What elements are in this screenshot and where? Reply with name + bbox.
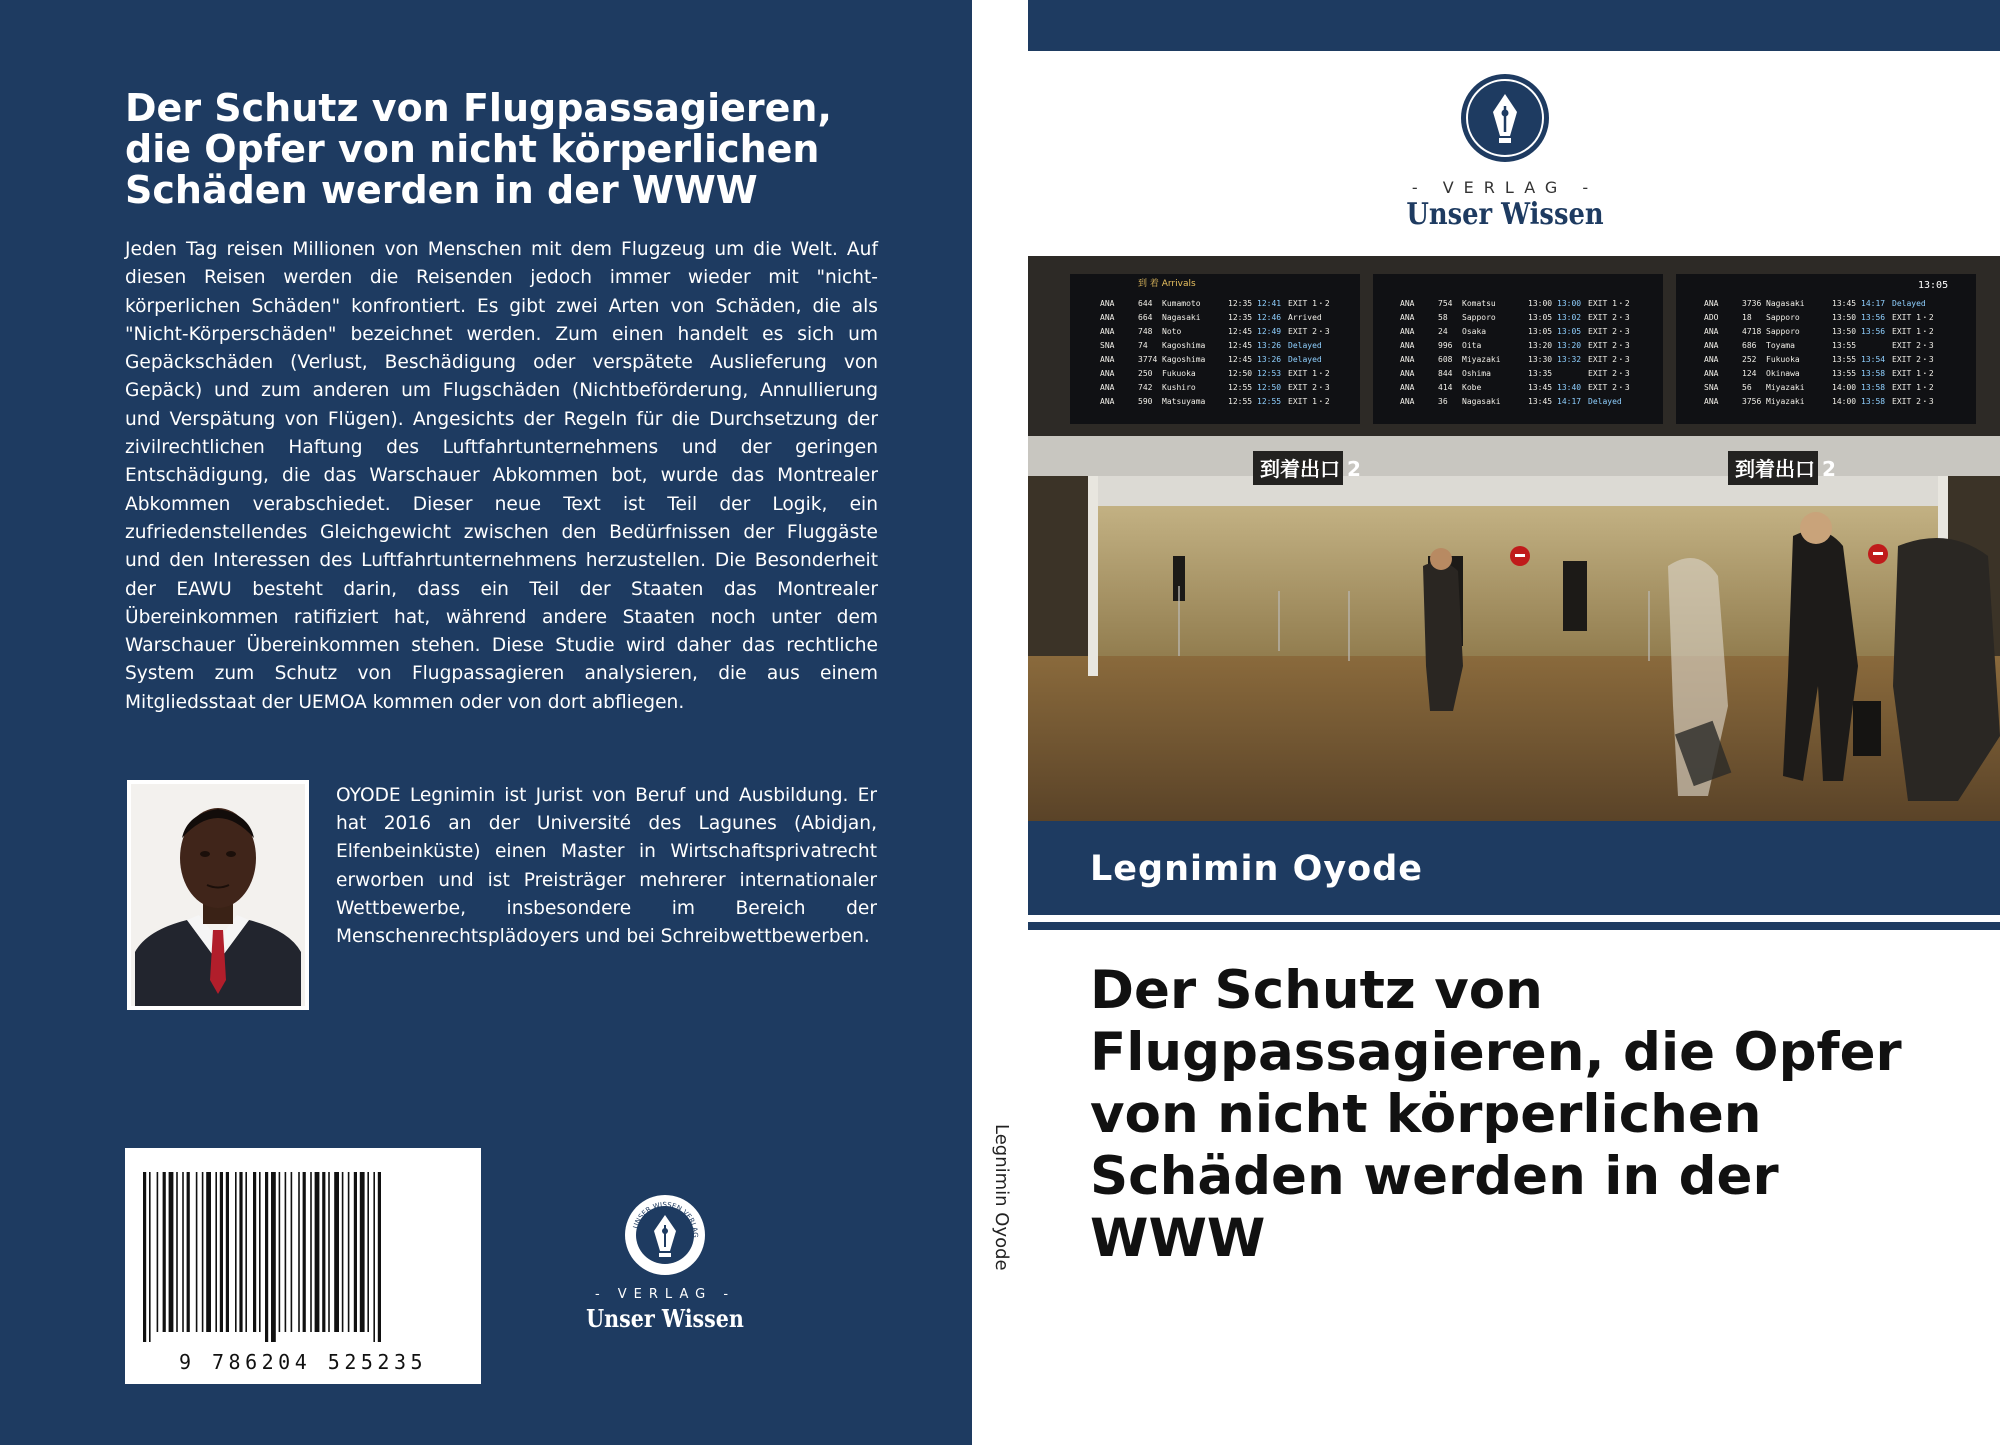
- barcode-bar: [322, 1172, 325, 1332]
- flight-board-cell: 13:26: [1257, 341, 1282, 350]
- flight-board-cell: ANA: [1400, 299, 1415, 308]
- flight-board-cell: Nagasaki: [1462, 397, 1501, 406]
- flight-board-cell: 3756: [1742, 397, 1762, 406]
- barcode-bar: [303, 1172, 306, 1332]
- flight-board-cell: ANA: [1704, 355, 1719, 364]
- flight-board-cell: 14:00: [1832, 383, 1857, 392]
- barcode-bar: [285, 1172, 287, 1332]
- flight-board-cell: 13:32: [1557, 355, 1582, 364]
- barcode-bar: [342, 1172, 344, 1332]
- flight-board-cell: 3774: [1138, 355, 1158, 364]
- flight-board-cell: EXIT 2・3: [1588, 341, 1630, 350]
- author-band: [1028, 821, 2000, 915]
- flight-board-cell: Miyazaki: [1462, 355, 1501, 364]
- flight-board-cell: Arrived: [1288, 313, 1322, 322]
- gate-sign-right: 到着出口 2: [1735, 457, 1836, 481]
- flight-board-cell: Delayed: [1288, 341, 1322, 350]
- flight-board-cell: 13:54: [1861, 355, 1886, 364]
- flight-board-cell: Nagasaki: [1766, 299, 1805, 308]
- barcode-bar: [220, 1172, 223, 1332]
- flight-board-cell: 12:53: [1257, 369, 1282, 378]
- barcode-bar: [157, 1172, 159, 1332]
- arrivals-board-title: 到 着 Arrivals: [1138, 279, 1196, 289]
- barcode-bar: [215, 1172, 217, 1332]
- flight-board-cell: 13:02: [1557, 313, 1582, 322]
- airport-photo: [1028, 256, 2000, 821]
- barcode-bar: [367, 1172, 369, 1332]
- flight-board-cell: 13:55: [1832, 369, 1857, 378]
- flight-board-cell: Oshima: [1462, 369, 1491, 378]
- flight-board-cell: EXIT 1・2: [1288, 397, 1330, 406]
- flight-board-cell: 13:56: [1861, 313, 1886, 322]
- flight-board-cell: 12:45: [1228, 355, 1253, 364]
- flight-board-cell: 590: [1138, 397, 1153, 406]
- flight-board-cell: 12:55: [1228, 383, 1253, 392]
- barcode-bar: [265, 1172, 268, 1342]
- flight-board-cell: 18: [1742, 313, 1752, 322]
- back-publisher-logo: [570, 1193, 760, 1333]
- barcode-bar: [291, 1172, 293, 1332]
- front-divider: [1028, 922, 2000, 930]
- flight-board-cell: 13:30: [1528, 355, 1553, 364]
- flight-board-cell: 24: [1438, 327, 1448, 336]
- flight-board-cell: 13:05: [1528, 313, 1553, 322]
- barcode-bar: [239, 1172, 242, 1332]
- barcode-bar: [378, 1172, 381, 1342]
- flight-board-cell: ANA: [1704, 369, 1719, 378]
- flight-board-cell: 844: [1438, 369, 1453, 378]
- flight-board-cell: 13:26: [1257, 355, 1282, 364]
- flight-board-cell: 12:55: [1257, 397, 1282, 406]
- flight-board-cell: ANA: [1400, 313, 1415, 322]
- spine-author: Legnimin Oyode: [991, 1124, 1012, 1271]
- isbn-digits: 9 786204 525235: [178, 1350, 428, 1374]
- flight-board-cell: ANA: [1400, 383, 1415, 392]
- flight-board-cell: EXIT 2・3: [1588, 355, 1630, 364]
- flight-board-cell: Kumamoto: [1162, 299, 1201, 308]
- barcode-bar: [196, 1172, 198, 1332]
- flight-board-cell: Sapporo: [1766, 313, 1800, 322]
- flight-board-cell: 12:41: [1257, 299, 1282, 308]
- flight-board-cell: 13:58: [1861, 383, 1886, 392]
- arrivals-board-clock: 13:05: [1918, 280, 1949, 291]
- flight-board-cell: Okinawa: [1766, 369, 1800, 378]
- flight-board-cell: ANA: [1400, 369, 1415, 378]
- flight-board-cell: 3736: [1742, 299, 1762, 308]
- flight-board-cell: 252: [1742, 355, 1757, 364]
- flight-board-cell: ANA: [1100, 383, 1115, 392]
- flight-board-cell: 13:56: [1861, 327, 1886, 336]
- flight-board-cell: EXIT 2・3: [1892, 397, 1934, 406]
- flight-board-cell: 414: [1438, 383, 1453, 392]
- flight-board-cell: 58: [1438, 313, 1448, 322]
- flight-board-cell: EXIT 1・2: [1288, 299, 1330, 308]
- barcode-bar: [182, 1172, 184, 1332]
- barcode-bar: [226, 1172, 229, 1332]
- barcode-bar: [163, 1172, 166, 1332]
- front-publisher-logo: [1380, 72, 1630, 232]
- flight-board-cell: 14:17: [1861, 299, 1886, 308]
- flight-board-cell: 56: [1742, 383, 1752, 392]
- flight-board-cell: Fukuoka: [1766, 355, 1800, 364]
- flight-board-cell: 13:00: [1557, 299, 1582, 308]
- flight-board-cell: 36: [1438, 397, 1448, 406]
- flight-board-cell: ANA: [1100, 355, 1115, 364]
- flight-board-cell: EXIT 2・3: [1588, 327, 1630, 336]
- isbn-barcode: [125, 1148, 481, 1384]
- flight-board-cell: EXIT 2・3: [1588, 383, 1630, 392]
- seal-text: UNSER WISSEN VERLAG: [631, 1200, 700, 1238]
- flight-board-cell: 12:50: [1257, 383, 1282, 392]
- barcode-bar: [176, 1172, 178, 1332]
- flight-board-cell: ANA: [1100, 397, 1115, 406]
- flight-board-cell: 686: [1742, 341, 1757, 350]
- flight-board-cell: ANA: [1704, 397, 1719, 406]
- barcode-bar: [310, 1172, 312, 1332]
- flight-board-cell: 13:58: [1861, 397, 1886, 406]
- barcode-bar: [169, 1172, 174, 1332]
- barcode-bar: [202, 1172, 204, 1332]
- fountain-pen-nib-icon: [623, 1193, 707, 1277]
- flight-board-cell: ANA: [1400, 397, 1415, 406]
- barcode-bar: [360, 1172, 365, 1332]
- flight-board-cell: 14:17: [1557, 397, 1582, 406]
- flight-board-cell: Nagasaki: [1162, 313, 1201, 322]
- front-publisher-name: Unser Wissen: [1406, 197, 1604, 232]
- flight-board-cell: ANA: [1100, 369, 1115, 378]
- back-publisher-name: Unser Wissen: [586, 1304, 744, 1333]
- flight-board-cell: Delayed: [1588, 397, 1622, 406]
- flight-board-cell: ANA: [1100, 299, 1115, 308]
- flight-board-cell: ADO: [1704, 313, 1719, 322]
- barcode-bar: [271, 1172, 276, 1342]
- flight-board-cell: Sapporo: [1766, 327, 1800, 336]
- flight-board-cell: EXIT 1・2: [1892, 383, 1934, 392]
- flight-board-cell: 12:35: [1228, 299, 1253, 308]
- flight-board-cell: Miyazaki: [1766, 397, 1805, 406]
- flight-board-cell: EXIT 1・2: [1892, 313, 1934, 322]
- author-portrait-icon: [127, 780, 309, 1010]
- gate-sign-left: 到着出口 2: [1260, 457, 1361, 481]
- flight-board-cell: 12:45: [1228, 341, 1253, 350]
- flight-board-cell: 13:40: [1557, 383, 1582, 392]
- barcode-bar: [279, 1172, 281, 1332]
- flight-board-cell: Kagoshima: [1162, 355, 1206, 364]
- flight-board-cell: Sapporo: [1462, 313, 1496, 322]
- flight-board-cell: 608: [1438, 355, 1453, 364]
- front-author-name: Legnimin Oyode: [1090, 849, 1423, 889]
- flight-board-cell: Noto: [1162, 327, 1182, 336]
- flight-board-cell: 12:35: [1228, 313, 1253, 322]
- flight-board-cell: EXIT 2・3: [1288, 327, 1330, 336]
- barcode-bar: [235, 1172, 237, 1332]
- front-top-band: [1028, 0, 2000, 51]
- back-publisher-label: - VERLAG -: [594, 1287, 736, 1302]
- barcode-bar: [143, 1172, 146, 1342]
- flight-board-cell: 13:45: [1528, 397, 1553, 406]
- flight-board-cell: EXIT 2・3: [1288, 383, 1330, 392]
- flight-board-cell: 996: [1438, 341, 1453, 350]
- flight-board-cell: EXIT 2・3: [1588, 313, 1630, 322]
- flight-board-cell: 12:55: [1228, 397, 1253, 406]
- barcode-bar: [245, 1172, 247, 1332]
- flight-board-cell: Toyama: [1766, 341, 1795, 350]
- flight-board-cell: 644: [1138, 299, 1153, 308]
- barcode-icon: [125, 1148, 481, 1384]
- flight-board-cell: Kushiro: [1162, 383, 1196, 392]
- flight-board-cell: Osaka: [1462, 327, 1487, 336]
- flight-board-cell: ANA: [1400, 341, 1415, 350]
- flight-board-cell: 664: [1138, 313, 1153, 322]
- flight-board-cell: 124: [1742, 369, 1757, 378]
- barcode-bar: [315, 1172, 320, 1332]
- flight-board-cell: Kagoshima: [1162, 341, 1206, 350]
- flight-board-cell: 12:49: [1257, 327, 1282, 336]
- flight-board-cell: 13:35: [1528, 369, 1553, 378]
- front-publisher-label: - VERLAG -: [1411, 178, 1599, 197]
- flight-board-cell: Fukuoka: [1162, 369, 1196, 378]
- flight-board-cell: 12:46: [1257, 313, 1282, 322]
- author-photo: [127, 780, 309, 1010]
- barcode-bar: [334, 1172, 339, 1332]
- flight-board-cell: SNA: [1100, 341, 1115, 350]
- flight-board-cell: 13:50: [1832, 327, 1857, 336]
- barcode-bar: [149, 1172, 151, 1342]
- flight-board-cell: ANA: [1704, 327, 1719, 336]
- back-cover: [0, 0, 972, 1445]
- flight-board-cell: 13:55: [1832, 355, 1857, 364]
- barcode-bar: [259, 1172, 261, 1332]
- flight-board-cell: 13:55: [1832, 341, 1857, 350]
- barcode-bar: [354, 1172, 357, 1332]
- flight-board-cell: 74: [1138, 341, 1148, 350]
- flight-board-cell: 754: [1438, 299, 1453, 308]
- flight-board-cell: SNA: [1704, 383, 1719, 392]
- flight-board-cell: EXIT 1・2: [1288, 369, 1330, 378]
- barcode-bar: [298, 1172, 300, 1332]
- front-cover-title: Der Schutz von Flugpassagieren, die Opfer von nicht körperlichen Schäden werden in der WWW: [1090, 960, 1902, 1269]
- barcode-bar: [373, 1172, 375, 1342]
- barcode-bar: [206, 1172, 211, 1332]
- flight-board-cell: ANA: [1704, 341, 1719, 350]
- flight-board-cell: EXIT 1・2: [1588, 299, 1630, 308]
- barcode-bar: [348, 1172, 350, 1332]
- flight-board-cell: 13:05: [1557, 327, 1582, 336]
- flight-board-cell: 4718: [1742, 327, 1762, 336]
- fountain-pen-nib-icon: [1459, 72, 1551, 164]
- flight-board-cell: 13:45: [1832, 299, 1857, 308]
- barcode-bar: [328, 1172, 330, 1332]
- flight-board-cell: Delayed: [1288, 355, 1322, 364]
- flight-board-cell: 12:50: [1228, 369, 1253, 378]
- flight-board-cell: 12:45: [1228, 327, 1253, 336]
- flight-board-cell: ANA: [1100, 313, 1115, 322]
- flight-board-cell: ANA: [1400, 355, 1415, 364]
- flight-board-cell: EXIT 1・2: [1892, 327, 1934, 336]
- flight-board-cell: ANA: [1704, 299, 1719, 308]
- flight-board-cell: 13:50: [1832, 313, 1857, 322]
- flight-board-cell: Oita: [1462, 341, 1482, 350]
- flight-board-cell: 14:00: [1832, 397, 1857, 406]
- flight-board-cell: Miyazaki: [1766, 383, 1805, 392]
- flight-board-cell: 13:20: [1528, 341, 1553, 350]
- flight-board-cell: Delayed: [1892, 299, 1926, 308]
- flight-board-cell: 13:45: [1528, 383, 1553, 392]
- flight-board-cell: ANA: [1400, 327, 1415, 336]
- flight-board-cell: EXIT 2・3: [1892, 341, 1934, 350]
- barcode-bar: [187, 1172, 190, 1332]
- flight-board-cell: 742: [1138, 383, 1153, 392]
- flight-board-cell: 13:00: [1528, 299, 1553, 308]
- flight-board-cell: 13:20: [1557, 341, 1582, 350]
- flight-board-cell: Kobe: [1462, 383, 1482, 392]
- flight-board-cell: EXIT 2・3: [1892, 355, 1934, 364]
- flight-board-cell: Matsuyama: [1162, 397, 1206, 406]
- flight-board-cell: ANA: [1100, 327, 1115, 336]
- flight-board-cell: EXIT 1・2: [1892, 369, 1934, 378]
- flight-board-cell: 13:58: [1861, 369, 1886, 378]
- flight-board-cell: 748: [1138, 327, 1153, 336]
- flight-board-cell: Komatsu: [1462, 299, 1496, 308]
- barcode-bar: [253, 1172, 256, 1332]
- back-cover-blurb: Jeden Tag reisen Millionen von Menschen mit dem Flugzeug um die Welt. Auf diesen Reisen werden die Reisenden jedoch immer wieder mit "nicht-körperlichen Schäden" konfrontiert. Es gibt zwei Arten von Schäden, die als "Nicht-Körperschäden" bezeichnet werden. Zum einen handelt es sich um Gepäckschäden (Verlust, Beschädigung oder verspätete Auslieferung von Gepäck) und zum anderen um Flugschäden (Nichtbeförderung, Annullierung und Verspätung von Flügen). Angesichts der Regeln für die Durchsetzung der zivilrechtlichen Haftung des Luftfahrtunternehmens und der geringen Entschädigung, die das Warschauer Abkommen bot, wurde das Montrealer Abkommen verabschiedet. Dieser neue Text ist Teil der Logik, ein zufriedenstellendes Gleichgewicht zwischen den Bedürfnissen der Fluggäste und den Interessen des Luftfahrtunternehmens herzustellen. Die Besonderheit der EAWU besteht darin, dass ein Teil der Staaten das Montrealer Übereinkommen ratifiziert hat, während andere Staaten noch unter dem Warschauer Übereinkommen stehen. Diese Studie wird daher das rechtliche System zum Schutz von Flugpassagieren analysieren, die aus einem Mitgliedsstaat der UEMOA kommen oder von dort abfliegen.: [125, 239, 878, 713]
- flight-board-cell: 250: [1138, 369, 1153, 378]
- cover-photo-airport-arrivals: [1028, 256, 2000, 821]
- author-biography: OYODE Legnimin ist Jurist von Beruf und Ausbildung. Er hat 2016 an der Université des Lagunes (Abidjan, Elfenbeinküste) einen Master in Wirtschaftsprivatrecht erworben und ist Preisträger mehrerer internationaler Wettbewerbe, insbesondere im Bereich der Menschenrechtsplädoyers und bei Schreibwettbewerben.: [336, 785, 877, 948]
- flight-board-cell: EXIT 2・3: [1588, 369, 1630, 378]
- flight-board-cell: 13:05: [1528, 327, 1553, 336]
- back-cover-title: Der Schutz von Flugpassagieren, die Opfer von nicht körperlichen Schäden werden in der WWW: [125, 86, 832, 212]
